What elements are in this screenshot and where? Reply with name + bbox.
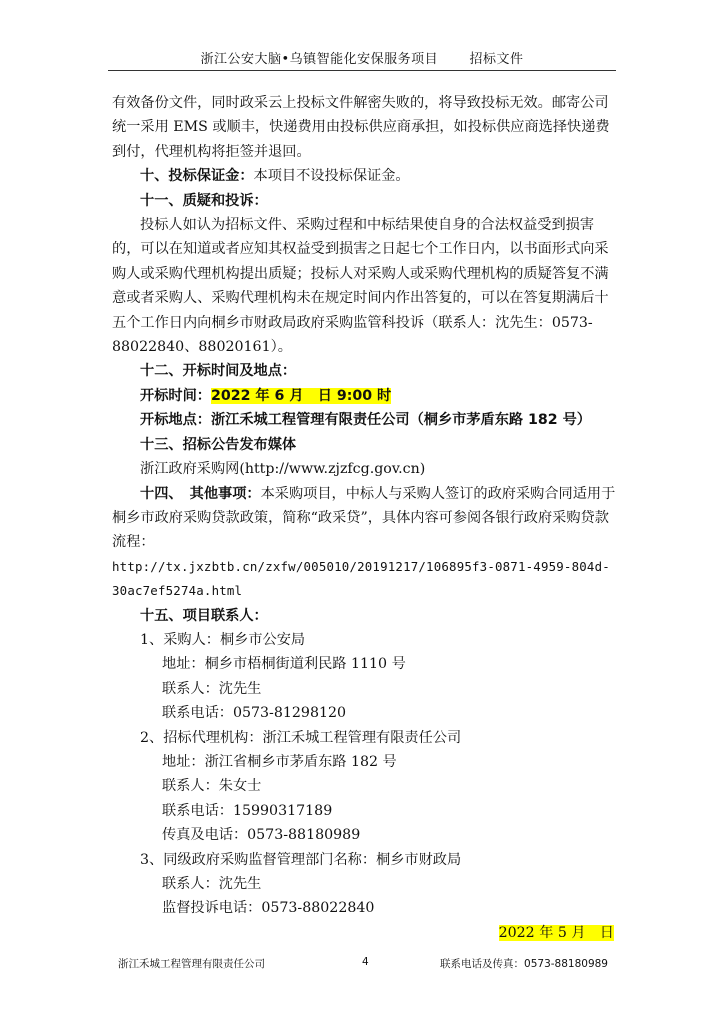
contact-1-title: 1、采购人：桐乡市公安局 — [140, 631, 306, 648]
contact-1-address: 地址：桐乡市梧桐街道利民路 1110 号 — [162, 656, 406, 673]
page-number: 4 — [362, 956, 369, 968]
section-10-text: 本项目不设投标保证金。 — [253, 168, 410, 185]
section-11-heading: 十一、质疑和投诉： — [140, 192, 268, 209]
header-doc-type: 招标文件 — [469, 52, 524, 67]
contact-3-phone: 监督投诉电话：0573-88022840 — [162, 900, 375, 917]
media-text — [112, 457, 616, 481]
paragraph-continued: 有效备份文件，同时政采云上投标文件解密失败的，将导致投标无效。邮寄公司统一采用 EMS 或顺丰，快递费用由投标供应商承担，如投标供应商选择快递费到付，代理机构将拒签并退回。 — [112, 95, 610, 160]
contact-2-fax: 传真及电话：0573-88180989 — [162, 827, 361, 844]
header-title: 浙江公安大脑•乌镇智能化安保服务项目 — [200, 52, 439, 67]
open-time-line — [112, 384, 616, 408]
contact-2-person: 联系人：朱女士 — [162, 778, 262, 795]
section-10 — [112, 164, 616, 188]
document-body — [112, 91, 616, 945]
contact-2-address: 地址：浙江省桐乡市茅盾东路 182 号 — [162, 753, 397, 770]
section-12-heading: 十二、开标时间及地点： — [140, 363, 297, 380]
footer-contact: 联系电话及传真：0573-88180989 — [440, 958, 608, 970]
open-time-label: 开标时间： — [140, 387, 211, 404]
section-14-text: 本采购项目，中标人与采购人签订的政府采购合同适用于桐乡市政府采购贷款政策，简称“政采贷”，具体内容可参阅各银行政府采购贷款流程： — [112, 485, 616, 551]
section-13-heading: 十三、招标公告发布媒体 — [140, 436, 297, 453]
contact-2-phone: 联系电话：15990317189 — [162, 802, 333, 819]
header-divider — [108, 70, 616, 71]
contact-1-phone: 联系电话：0573-81298120 — [162, 705, 347, 722]
open-place-value: 浙江禾城工程管理有限责任公司（桐乡市茅盾东路 182 号） — [210, 412, 591, 429]
section-15-heading: 十五、项目联系人： — [140, 607, 268, 624]
section-14-label: 十四、 其他事项： — [140, 485, 261, 502]
document-date: 2022 年 5 月 日 — [498, 924, 614, 941]
contact-1-person: 联系人：沈先生 — [162, 680, 262, 697]
media-text-content: 浙江政府采购网(http://www.zjzfcg.gov.cn) — [140, 461, 426, 478]
open-place-line — [112, 408, 616, 432]
contact-3-title: 3、同级政府采购监督管理部门名称：桐乡市财政局 — [140, 851, 462, 868]
section-10-label: 十、投标保证金： — [140, 168, 254, 185]
footer-company: 浙江禾城工程管理有限责任公司 — [118, 958, 265, 970]
section-14 — [112, 482, 616, 555]
contact-2-title: 2、招标代理机构：浙江禾城工程管理有限责任公司 — [140, 729, 462, 746]
section-11-text: 投标人如认为招标文件、采购过程和中标结果使自身的合法权益受到损害的，可以在知道或者应知其权益受到损害之日起七个工作日内，以书面形式向采购人或采购代理机构提出质疑；投标人对采购人或采购代理机构的质疑答复不满意或者采购人、采购代理机构未在规定时间内作出答复的，可以在答复期满后十五个工作日内向桐乡市财政局政府采购监管科投诉（联系人：沈先生：0573-88022840、88020161）。 — [112, 217, 609, 356]
open-time-value: 2022 年 6 月 日 9:00 时 — [210, 387, 392, 404]
document-date-line — [112, 921, 616, 945]
contact-3-person: 联系人：沈先生 — [162, 876, 262, 892]
section-14-url[interactable]: http://tx.jxzbtb.cn/zxfw/005010/20191217/106895f3-0871-4959-804d-30ac7ef5274a.html — [112, 558, 610, 599]
page-header — [108, 48, 616, 67]
open-place-label: 开标地点： — [140, 412, 211, 429]
